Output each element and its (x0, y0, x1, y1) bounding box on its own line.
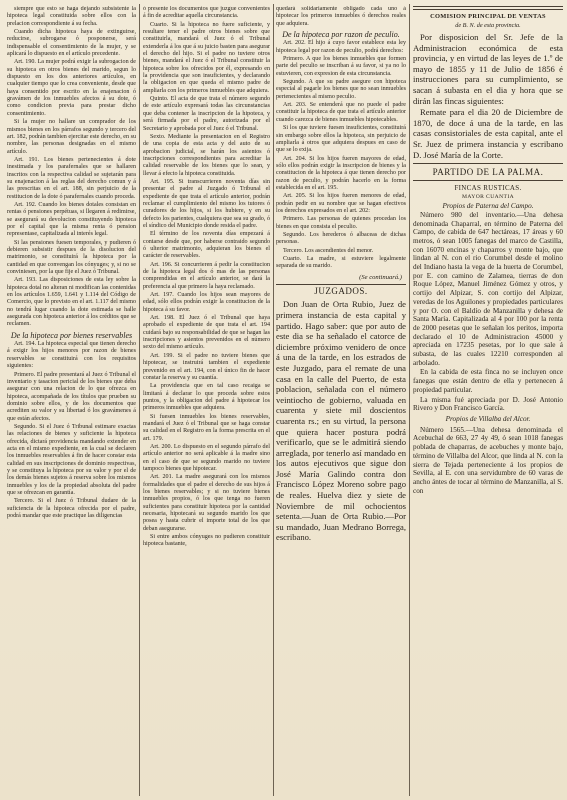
paragraph: Art. 200. Lo dispuesto en el segundo párrafo del artículo anterior no será aplicable á la madre sino en el caso de que se segundo marido no tuviere tampoco bienes que hipotecar. (143, 443, 270, 472)
paragraph: Cuarto. La madre, si estuviere legalmente separada de su marido. (276, 256, 406, 270)
paragraph: Primero. A que los bienes inmuebles que formen parte del peculio se inscriban á su favor, si ya no lo estuvieren, con expresion de esta circunstancia. (276, 56, 406, 77)
paragraph: Art. 201. La madre asegurará con los mismos formalidades que el padre el derecho de sus hijos á los bienes reservables; y si no tuviere bienes inmuebles propios, ó los que tenga no fueren suficientes para constituir hipoteca por la cantidad necesaria, hipotecará su segundo marido los que posea y hasta cubrir el importe total de los que deban asegurarse. (143, 474, 270, 532)
paragraph: Art. 192. Cuando los bienes dotales consistan en rentas ó pensiones perpétuas, si llegaren á redimirse, se asegurará su devolucion constituyendo hipoteca por el capital que la misma renta ó pension representase, capitalizada al interés legal. (7, 201, 136, 238)
paragraph: Primero. El padre presentará al Juez ó Tribunal el inventario y tasacion pericial de los bienes que deba asegurar con una relacion de lo que ofrezca en hipoteca, acompañada de los títulos que prueben su dominio sobre ellos, y de los documentos que acrediten su valor y su libertad ó los gravámenes á que están afectos. (7, 371, 136, 422)
paragraph: Tercero. Los ascendientes del menor. (283, 247, 374, 254)
cuantia-heading: MAYOR CUANTIA (461, 194, 515, 201)
paragraph: Art. 195. Si transcurrieren noventa días sin presentar el padre al Juzgado ó Tribunal el expediente de que trata el artículo anterior, podrán reclamar el cumplimiento del mismo los tutores ó curadores de los hijos, si los hubiere, y en su defecto los parientes, cualquiera que sea su grado, ó el síndico del Municipio donde resida el padre. (143, 178, 270, 229)
paragraph: Quinto. El acta de que trata el número segundo de este artículo expresará todas las circunstancias que deba contener la inscripcion de la hipoteca, y será firmada por el padre, autorizada por el Secretario y aprobada por el Juez ó el Tribunal. (143, 96, 270, 132)
paragraph: Art. 194. La hipoteca especial que tienen derecho á exigir los hijos menores por razon de bienes reservables se constituirá con los requisitos siguientes: (7, 341, 136, 370)
paragraph: En la cabida de esta finca no se incluyen once fanegas que están dentro de ella y pertenecen á propiedad particular. (413, 368, 563, 394)
paragraph: El término de los noventa días empezará á contarse desde que, por haberse contraido segundo ó ulterior matrimonio, adquieran los bienes el carácter de reservables. (143, 231, 270, 260)
paragraph: La providencia que en tal caso recaiga se limitará á declarar lo que proceda sobre estos puntos, y la obligacion del padre á hipotecar los primeros inmuebles que adquiera. (143, 383, 270, 412)
column-4 (413, 6, 563, 796)
divider (413, 6, 563, 10)
paragraph: La misma fué apreciada por D. José Antonio Rivero y Don Francisco García. (413, 395, 563, 413)
paragraph: Art. 199. Si el padre no tuviere bienes que hipotecar, se instruirá tambien el expediente prevenido en el art. 194, con el único fin de hacer constar la reserva y su cuantía. (143, 352, 270, 381)
paragraph: Si las pensiones fuesen temporales, y pudieren ó debieren subsistir despues de la disolucion del matrimonio, se constituirá la hipoteca por la cantidad en que convengan los cónyuges; y, si no se conviniesen, por la que fije el Juez ó Tribunal. (7, 239, 136, 276)
divider (276, 284, 406, 285)
continued-note: (Se continuará.) (359, 273, 402, 281)
paragraph: Art. 203. Se entenderá que no puede el padre constituir la hipoteca de que trata el artículo anterior cuando carezca de bienes inmuebles hipotecables. (276, 102, 406, 123)
partido-heading: PARTIDO DE LA PALMA. (432, 167, 544, 178)
paragraph: Art. 204. Si los hijos fueren mayores de edad, sólo ellos podrán exigir la inscripcion de bienes y la constitucion de la hipoteca á que tienen derecho por razon de peculio, y podrán hacerlo en la forma establecida en el art. 195. (276, 155, 406, 191)
paragraph: Art. 198. El Juez ó el Tribunal que haya aprobado el expediente de que trata el art. 194 cuidará bajo su responsabilidad de que se hagan las inscripciones y asientos prevenidos en el número sexto del mismo artículo. (143, 315, 270, 351)
divider (413, 180, 563, 181)
court-edict: Don Juan de Orta Rubio, Juez de primera instancia de esta capital y partido. Hago saber: que por auto de este dia se ha señalado el catorce de diciembre próximo venidero de once á una de la tarde, en los estrados de este Juzgado, para el remate de una casa en la calle del Puerto, de esta poblacion, señalada con el número veintiocho de gobierno, valuada en cuarenta y siete mil doscientos cuarenta rs.; en su virtud, la persona que quiera hacer postura podrá verificarlo, que se le admitirá siendo arreglada, por tenerlo así mandado en los autos ejecutivos que sigue don José María Galindo contra don Francisco López Moreno sobre pago de reales. Huelva diez y siete de Noviembre de mil ochocientos setenta.—Juan de Orta Rubio.—Por su mandado, Juan Medrano Borrega, escribano. (276, 299, 406, 543)
commission-title: COMISION PRINCIPAL DE VENTAS (430, 13, 546, 20)
paragraph: Primero. Las personas de quienes procedan los bienes en que consista el peculio. (276, 216, 406, 230)
paragraph: Art. 202. El hijo á cuyo favor establece esta ley hipoteca legal por razon de peculio, podrá derechos: (276, 40, 406, 54)
column-divider (139, 4, 140, 796)
paragraph: Si los que tuviere fuesen insuficientes, constituirá sin embargo sobre ellos la hipoteca, sin perjuicio de ampliarla á otros que adquiera despues en caso de que se lo exija. (276, 125, 406, 154)
paragraph: Tercero. Si el Juez ó Tribunal dudare de la suficiencia de la hipoteca ofrecida por el padre, podrá mandar que este practique las diligencias (7, 498, 136, 520)
property-description: Número 980 del inventario.—Una dehesa denominada Chaparral, en término de Paterna del Campo, de cabida de 647 hectáreas, 17 áreas y 60 metros, ó sean 1005 fanegas del marco de Castilla, con 16070 encinas y chaparros y monte bajo, que lindan al N. con el rio Corumbel desde el molino del Indiano hasta la vega de la huerta de Corumbel, por E. con camino de Zalamea, tierras de don Roque López, Manuel Jiménez Gómez y otros, y cortijo del Alpizar, S. con cortijo del Alpizar, veredas de los Aguilones y propiedades particulares y por O. con el Baldío de Manzanilla y dehesa de Santa María. Capitalizada al 4 por 100 por la renta de 2000 pesetas que le señalan los peritos, importa declarado el 10 de Administracion 45000 y apreciada en 17235 pesetas, por lo que sale á subasta, de las cuales 12210 corresponden al arbolado. (413, 210, 563, 367)
column-divider (273, 4, 274, 796)
paragraph: siempre que esto se haga dejando subsistente la hipoteca legal constituida sobre ellos con la prelacion correspondiente á su fecha. (7, 6, 136, 27)
paragraph: Cuarto. Si la hipoteca no fuere suficiente, y resultare tener el padre otros bienes sobre que constituirla, mandará el Juez ó el Tribunal extenderla á los que á su juicio basten para asegurar el derecho del hijo. Si el padre no tuviere otros bienes, mandará el Juez ó el Tribunal constituir la hipoteca sobre los ofrecidos por él, expresando en la providencia que son insuficientes, y declarando la obligacion en que queda el mismo padre de ampliarla con los primeros inmuebles que adquiera. (143, 21, 270, 94)
sale-notice: Por disposicion del Sr. Jefe de la Administracion económica de esta provincia, y en virtud de las leyes de 1.º de mayo de 1855 y 11 de Julio de 1856 é instrucciones para su cumplimiento, se sacan á subasta en el dia y hora que se dirán las fincas siguientes: (413, 32, 563, 106)
fincas-heading: FINCAS RUSTICAS. (454, 184, 522, 193)
paragraph: Art. 191. Los bienes pertenecientes á dote inestimada y los parafernales que se hallaren inscritos con la respectiva calidad se sujetarán para su enajenacion á las reglas del derecho comun y á las prescritas en el art. 188, sin perjuicio de la restitucion de la dote ó parafernales cuando proceda. (7, 156, 136, 200)
paragraph: Cuando dicha hipoteca haya de extinguirse, reducirse, subrogarse ó posponerse, será indispensable el consentimiento de la mujer, y se aplicará lo dispuesto en el artículo precedente. (7, 29, 136, 58)
paragraph: Art. 196. Si concurrieren á pedir la constitucion de la hipoteca legal dos ó mas de las personas comprendidas en el artículo anterior, se dará la preferencia al que primero la haya reclamado. (143, 261, 270, 290)
auction-notice: Remate para el dia 20 de Diciembre de 1870, de doce á una de la tarde, en las casas consistoriales de esta capital, ante el Sr. Juez de primera instancia y escribano D. José María de la Corte. (413, 107, 563, 160)
column-divider (409, 4, 410, 796)
paragraph: Si entre ambos cónyuges no pudieren constituir hipoteca bastante, (143, 534, 270, 548)
paragraph: Sexto. Mediante la presentacion en el Registro de una copia de esta acta y del auto de su aprobacion judicial, se harán los asientos ó inscripciones correspondientes para acreditar la calidad reservable de los bienes que lo sean, y llevar á efecto la hipoteca constituida. (143, 133, 270, 177)
column-3 (276, 6, 406, 796)
paragraph: Art. 190. La mujer podrá exigir la subrogacion de su hipoteca en otros bienes del marido, segun lo dispuesto en los dos anteriores artículos, en cualquier tiempo que lo crea conveniente, desde que haya consentido por escrito en la enajenacion ó gravámen de los inmuebles afectos á su dote, ó como condicion previa para prestar dicho consentimiento. (7, 59, 136, 117)
juzgados-heading: JUZGADOS. (314, 286, 368, 297)
commission-subtitle: de B. N. de esta provincia. (455, 22, 521, 29)
paragraph: Segundo. Los herederos ó albaceas de dichas personas. (276, 231, 406, 246)
column-1 (7, 6, 136, 796)
propios-heading: Propios de Paterna del Campo. (442, 202, 534, 211)
paragraph: Si fuesen inmuebles los bienes reservables, mandará el Juez ó el Tribunal que se haga constar su calidad en el Registro en la forma prescrita en el art. 179. (143, 413, 270, 442)
paragraph: Art. 205. Si los hijos fueren menores de edad, podrán pedir en su nombre que se hagan efectivos los derechos expresados en el art. 202: (276, 193, 406, 214)
paragraph: quedará solidariamente obligado cada uno á hipotecar los primeros inmuebles ó derechos reales que adquiera. (276, 6, 406, 27)
propios-heading: Propios de Villalba del Alcor. (445, 415, 531, 423)
paragraph: Art. 197. Cuando los hijos sean mayores de edad, sólo ellos podrán exigir la constitucion de la hipoteca á su favor. (143, 292, 270, 313)
section-heading: De la hipoteca por razon de peculio. (282, 30, 400, 40)
column-2 (143, 6, 270, 796)
divider (413, 163, 563, 164)
paragraph: Art. 193. Las disposiciones de esta ley sobre la hipoteca dotal no alteran ni modifican las contenidas en los artículos 1.659, 1.641 y 1.114 del Código de Comercio, que lo previsto en el art. 1.117 del mismo no tendrá lugar cuando la dote estimada se halle asegurada con hipoteca anterior á los créditos que se reclamen. (7, 277, 136, 328)
section-heading: De la hipoteca por bienes reservables (10, 330, 133, 340)
paragraph: Segundo. A que su padre asegure con hipoteca especial al pagarle los bienes que no sean inmuebles pertenecientes al mismo peculio. (276, 79, 406, 100)
paragraph: Si la mujer no hallare un comprador de los mismos bienes en los párrafos segundo y tercero del art. 182, podrán tambien ejercitar este derecho, en su nombre, las personas designadas en el mismo artículo. (7, 119, 136, 155)
property-description: Número 1565.—Una dehesa denominada el Acebuchal de 663, 27 4y 49, ó sean 1018 fanegas poblada de chaparras, de acebuches y monte bajo, término de Villalba del Alcor, que linda al N. con la sierra de Tejada perteneciente á los propios de Sevilla, al E. con una servidumbre de 60 varas de ancho ántes de tocar al término de Manzanilla, al S. con (413, 425, 563, 495)
paragraph: ó presente los documentos que juzgue convenientes á fin de acreditar aquella circunstancia. (143, 6, 270, 20)
paragraph: Segundo. Si el Juez ó Tribunal estimare exactas las relaciones de bienes y suficiente la hipoteca ofrecida, dictará providencia mandando extender en acta en el mismo expediente, en la cual se declaren los inmuebles reservables á fin de hacer constar esta calidad en sus inscripciones de dominio respectivas, y se constituya la hipoteca por su valor y por el de los demás bienes sujetos á reserva sobre los mismos inmuebles y los de la propiedad absoluta del padre que se ofrezcan en garantía. (7, 423, 136, 496)
